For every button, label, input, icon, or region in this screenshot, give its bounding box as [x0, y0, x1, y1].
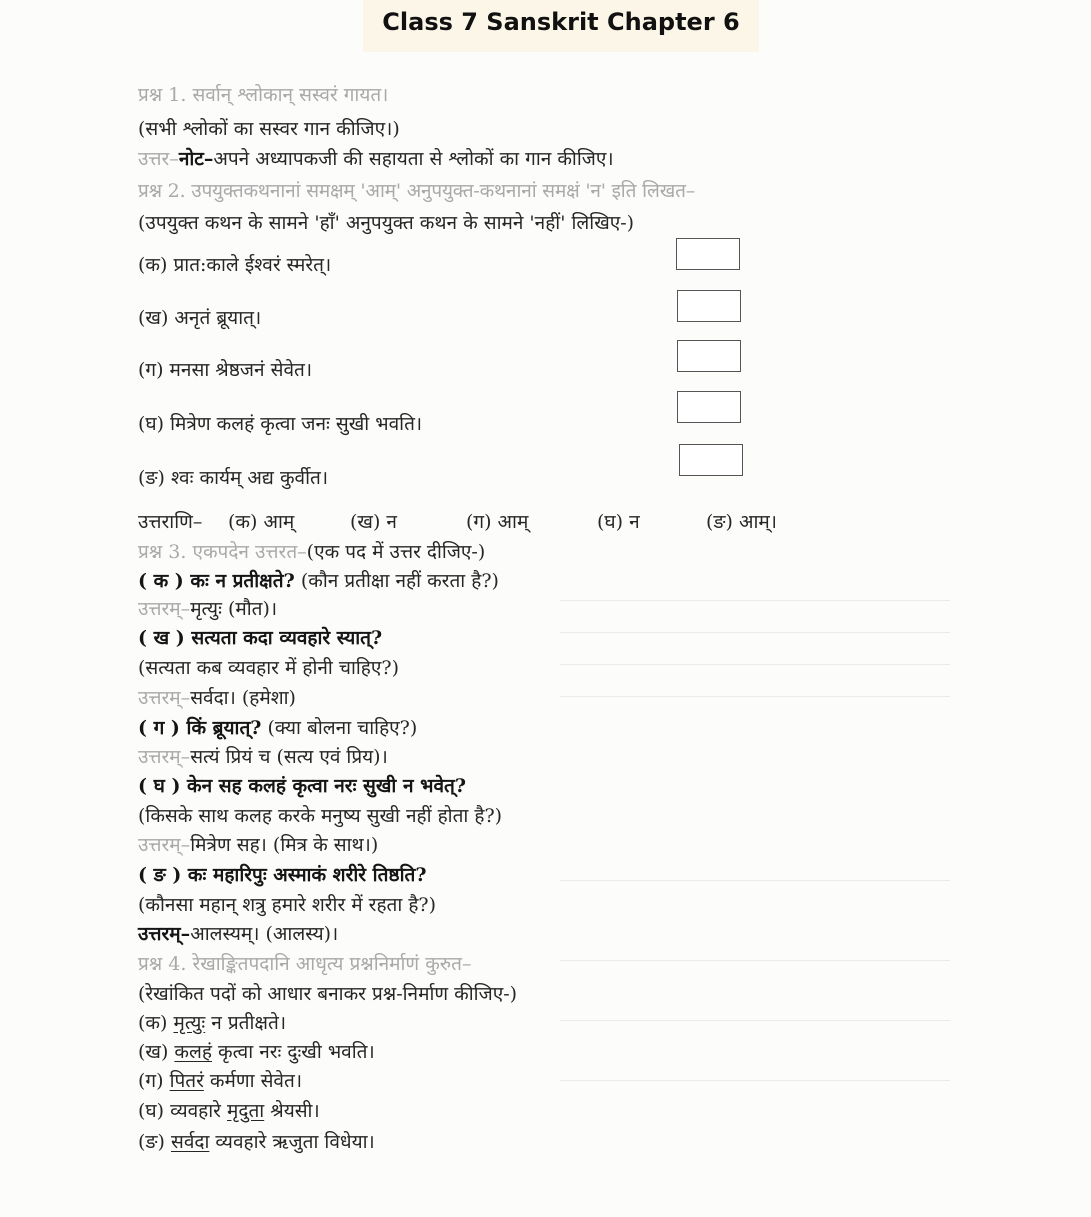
q3b-answer-prefix: उत्तरम्– [138, 687, 191, 709]
q2-answer-nga: (ङ) आम्। [706, 511, 777, 533]
q3a-answer-text: मृत्युः (मौत)। [190, 598, 278, 620]
q4-item-ka-underlined: मृत्युः [173, 1012, 206, 1034]
q2-answer-ga: (ग) आम् [466, 511, 529, 533]
q4-item-gha [138, 1098, 320, 1124]
q2-item-ka: (क) प्रात:काले ईश्वरं स्मरेत्। [138, 254, 332, 276]
q1-answer-prefix: उत्तर– [138, 148, 179, 170]
q3a-question [138, 568, 499, 594]
q3d-hindi: (किसके साथ कलह करके मनुष्य सुखी नहीं होता है?) [138, 805, 503, 827]
q3-label-hindi: (एक पद में उत्तर दीजिए-) [306, 541, 486, 563]
q2-answer-box-ka[interactable] [676, 238, 740, 270]
q4-item-ga-underlined: पितरं [169, 1070, 204, 1092]
q3c-hindi: (क्या बोलना चाहिए?) [267, 717, 418, 739]
q2-answer-box-kha[interactable] [677, 290, 741, 322]
q4-item-ga-rest: कर्मणा सेवेत। [203, 1070, 303, 1092]
q3c-answer-prefix: उत्तरम्– [138, 746, 191, 768]
q4-item-ka-rest: न प्रतीक्षते। [205, 1012, 287, 1034]
q3b-answer [138, 685, 296, 711]
q4-item-kha-prefix: (ख) [138, 1041, 175, 1063]
q4-item-kha-underlined: कलहं [174, 1041, 212, 1063]
q3a-hindi: (कौन प्रतीक्षा नहीं करता है?) [300, 570, 499, 592]
q3a-text: ( क ) कः न प्रतीक्षते? [138, 570, 295, 592]
q2-label: प्रश्न 2. उपयुक्तकथनानां समक्षम् 'आम्' अनुपयुक्त-कथनानां समक्षं 'न' इति लिखत– [138, 180, 695, 202]
q3d-answer-text: मित्रेण सह। (मित्र के साथ।) [190, 834, 379, 856]
q3c-answer [138, 744, 388, 770]
q2-item-kha: (ख) अनृतं ब्रूयात्। [138, 307, 262, 329]
q3e-answer [138, 921, 338, 947]
bleed-through-line [560, 632, 950, 633]
q3c-answer-text: सत्यं प्रियं च (सत्य एवं प्रिय)। [190, 746, 388, 768]
bleed-through-line [560, 880, 950, 881]
q1-hindi: (सभी श्लोकों का सस्वर गान कीजिए।) [138, 118, 400, 140]
q4-item-ka [138, 1010, 286, 1036]
q2-item-gha: (घ) मित्रेण कलहं कृत्वा जनः सुखी भवति। [138, 413, 423, 435]
q3e-answer-text: आलस्यम्। (आलस्य)। [190, 923, 339, 945]
q2-answer-ka: (क) आम् [228, 511, 295, 533]
q3d-answer [138, 832, 378, 858]
q2-answer-gha: (घ) न [597, 511, 640, 533]
q3b-text: ( ख ) सत्यता कदा व्यवहारे स्यात्? [138, 627, 383, 649]
bleed-through-line [560, 696, 950, 697]
q2-answers-label: उत्तराणि– [138, 511, 203, 533]
q3e-answer-prefix: उत्तरम्– [138, 923, 191, 945]
q2-answer-kha: (ख) न [350, 511, 397, 533]
q1-label: प्रश्न 1. सर्वान् श्लोकान् सस्वरं गायत। [138, 84, 389, 106]
q3d-answer-prefix: उत्तरम्– [138, 834, 191, 856]
q4-item-gha-underlined: मृदुता [227, 1100, 265, 1122]
q3e-text: ( ङ ) कः महारिपुः अस्माकं शरीरे तिष्ठति? [138, 864, 427, 886]
q2-item-ga: (ग) मनसा श्रेष्ठजनं सेवेत। [138, 359, 313, 381]
q3b-hindi: (सत्यता कब व्यवहार में होनी चाहिए?) [138, 657, 399, 679]
q3-label: प्रश्न 3. एकपदेन उत्तरत– [138, 541, 307, 563]
q2-hindi: (उपयुक्त कथन के सामने 'हाँ' अनुपयुक्त कथन के सामने 'नहीं' लिखिए-) [138, 212, 635, 234]
q2-item-nga: (ङ) श्वः कार्यम् अद्य कुर्वीत। [138, 467, 329, 489]
q3a-answer-prefix: उत्तरम्– [138, 598, 191, 620]
q4-item-ga [138, 1068, 302, 1094]
q4-item-nga-rest: व्यवहारे ऋजुता विधेया। [209, 1131, 375, 1153]
bleed-through-line [560, 1020, 950, 1021]
q3a-answer [138, 596, 277, 622]
q3-heading [138, 539, 485, 565]
q3d-text: ( घ ) केन सह कलहं कृत्वा नरः सुखी न भवेत्? [138, 775, 466, 797]
q4-item-gha-rest: श्रेयसी। [264, 1100, 320, 1122]
q4-item-ka-prefix: (क) [138, 1012, 174, 1034]
q1-answer-text: अपने अध्यापकजी की सहायता से श्लोकों का गान कीजिए। [213, 148, 614, 170]
q3c-question [138, 715, 417, 741]
q4-item-nga [138, 1129, 375, 1155]
q4-item-gha-prefix: (घ) व्यवहारे [138, 1100, 227, 1122]
q1-answer [138, 146, 614, 172]
q4-item-nga-underlined: सर्वदा [170, 1131, 210, 1153]
q2-answer-box-ga[interactable] [677, 340, 741, 372]
bleed-through-line [560, 664, 950, 665]
q4-item-kha-rest: कृत्वा नरः दुःखी भवति। [212, 1041, 375, 1063]
q4-label: प्रश्न 4. रेखाङ्कितपदानि आधृत्य प्रश्ननिर्माणं कुरुत– [138, 953, 472, 975]
q1-answer-note: नोट– [178, 148, 214, 170]
q2-answer-box-nga[interactable] [679, 444, 743, 476]
q2-answer-box-gha[interactable] [677, 391, 741, 423]
bleed-through-line [560, 1080, 950, 1081]
bleed-through-line [560, 600, 950, 601]
bleed-through-line [560, 960, 950, 961]
q4-item-kha [138, 1039, 375, 1065]
page-title: Class 7 Sanskrit Chapter 6 [382, 8, 740, 36]
q4-item-ga-prefix: (ग) [138, 1070, 170, 1092]
q3b-answer-text: सर्वदा। (हमेशा) [190, 687, 296, 709]
q3c-text: ( ग ) किं ब्रूयात्? [138, 717, 262, 739]
q4-item-nga-prefix: (ङ) [138, 1131, 171, 1153]
q3e-hindi: (कौनसा महान् शत्रु हमारे शरीर में रहता है?) [138, 894, 437, 916]
q4-hindi: (रेखांकित पदों को आधार बनाकर प्रश्न-निर्माण कीजिए-) [138, 983, 518, 1005]
